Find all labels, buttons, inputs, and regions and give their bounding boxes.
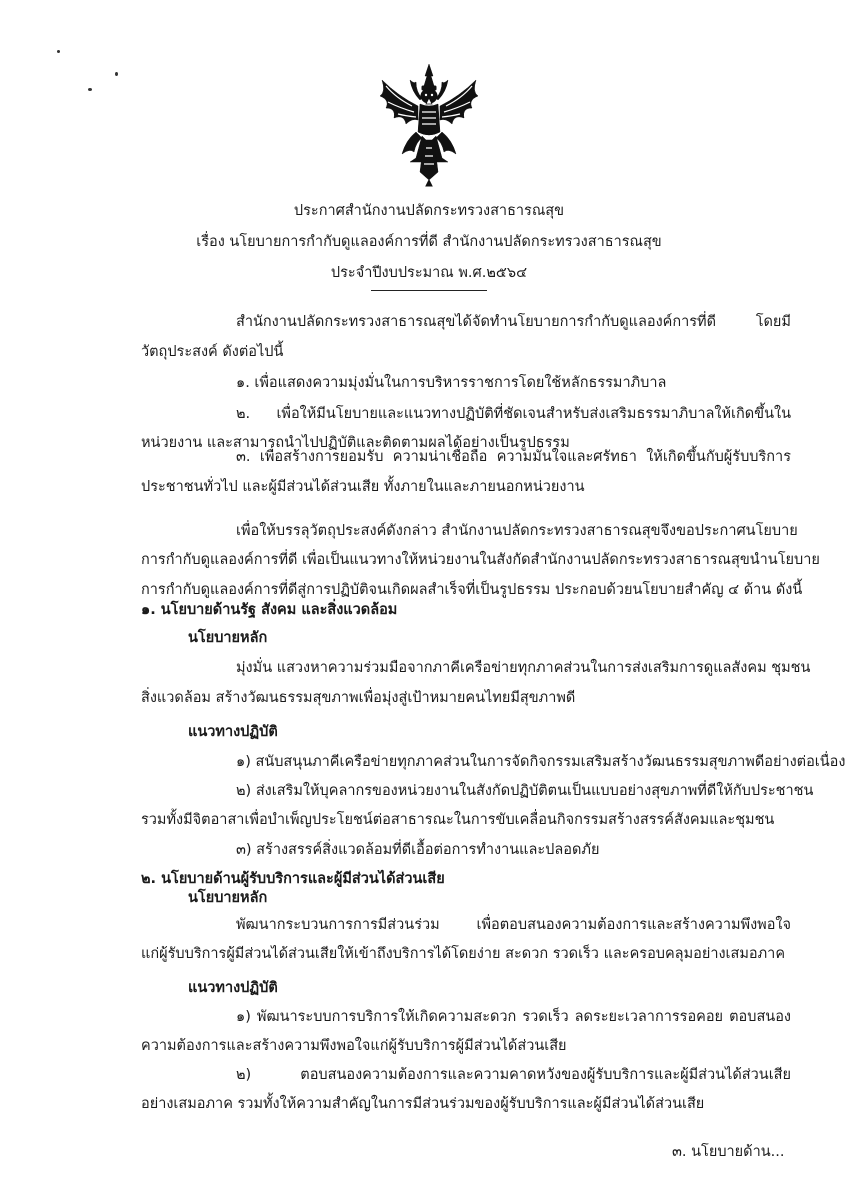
objective-3-line: ๓. เพื่อสร้างการยอมรับ ความน่าเชื่อถือ ความมั่นใจและศรัทธา ให้เกิดขึ้นกับผู้รับบริการ (236, 449, 791, 465)
objective-2-line: หน่วยงาน และสามารถนำไปปฏิบัติและติดตามผลได้อย่างเป็นรูปธรรม (141, 435, 570, 451)
section-2-main-policy-label: นโยบายหลัก (188, 890, 268, 906)
intro-paragraph-line: วัตถุประสงค์ ดังต่อไปนี้ (141, 344, 284, 360)
section-1-practice-1: ๑) สนับสนุนภาคีเครือข่ายทุกภาคส่วนในการจัดกิจกรรมเสริมสร้างวัฒนธรรมสุขภาพดีอย่างต่อเนื่อง (236, 754, 846, 770)
announcement-subject: เรื่อง นโยบายการกำกับดูแลองค์การที่ดี สำนักงานปลัดกระทรวงสาธารณสุข (196, 234, 662, 250)
intro-paragraph-line: สำนักงานปลัดกระทรวงสาธารณสุขได้จัดทำนโยบายการกำกับดูแลองค์การที่ดี โดยมี (236, 314, 791, 330)
section-1-practice-2-line: ๒) ส่งเสริมให้บุคลากรของหน่วยงานในสังกัดปฏิบัติตนเป็นแบบอย่างสุขภาพที่ดีให้กับประชาชน (236, 783, 814, 799)
scan-speck (115, 72, 118, 76)
objective-2-line: ๒. เพื่อให้มีนโยบายและแนวทางปฏิบัติที่ชัดเจนสำหรับส่งเสริมธรรมาภิบาลให้เกิดขึ้นใน (236, 406, 791, 422)
page-continuation-marker: ๓. นโยบายด้าน... (672, 1144, 785, 1160)
section-2-heading: ๒. นโยบายด้านผู้รับบริการและผู้มีส่วนได้ส่วนเสีย (141, 871, 445, 887)
title-divider (371, 290, 487, 291)
section-2-practice-2-line: อย่างเสมอภาค รวมทั้งให้ความสำคัญในการมีส่วนร่วมของผู้รับบริการและผู้มีส่วนได้ส่วนเสีย (141, 1096, 705, 1112)
section-2-practice-1-line: ๑) พัฒนาระบบการบริการให้เกิดความสะดวก รวดเร็ว ลดระยะเวลาการรอคอย ตอบสนอง (236, 1009, 791, 1025)
purpose-paragraph-line: การกำกับดูแลองค์การที่ดี เพื่อเป็นแนวทางให้หน่วยงานในสังกัดสำนักงานปลัดกระทรวงสาธารณสุขนำนโยบาย (141, 552, 820, 568)
objective-3-line: ประชาชนทั่วไป และผู้มีส่วนได้ส่วนเสีย ทั้งภายในและภายนอกหน่วยงาน (141, 479, 585, 495)
section-1-heading: ๑. นโยบายด้านรัฐ สังคม และสิ่งแวดล้อม (141, 602, 398, 618)
fiscal-year-line: ประจำปีงบประมาณ พ.ศ.๒๕๖๔ (330, 265, 528, 281)
scan-speck (57, 50, 60, 53)
section-2-practice-2-line: ๒) ตอบสนองความต้องการและความคาดหวังของผู้รับบริการและผู้มีส่วนได้ส่วนเสีย (236, 1067, 791, 1083)
section-1-practice-2-line: รวมทั้งมีจิตอาสาเพื่อบำเพ็ญประโยชน์ต่อสาธารณะในการขับเคลื่อนกิจกรรมสร้างสรรค์สังคมและชุมชน (141, 812, 775, 828)
section-1-main-policy-label: นโยบายหลัก (188, 630, 268, 646)
section-2-main-policy-line: พัฒนากระบวนการการมีส่วนร่วม เพื่อตอบสนองความต้องการและสร้างความพึงพอใจ (236, 917, 791, 933)
section-2-practice-label: แนวทางปฏิบัติ (188, 980, 278, 996)
scan-speck (88, 88, 92, 91)
section-1-main-policy-line: สิ่งแวดล้อม สร้างวัฒนธรรมสุขภาพเพื่อมุ่งสู่เป้าหมายคนไทยมีสุขภาพดี (141, 690, 576, 706)
section-1-practice-label: แนวทางปฏิบัติ (188, 724, 278, 740)
announcement-title: ประกาศสำนักงานปลัดกระทรวงสาธารณสุข (293, 203, 565, 219)
purpose-paragraph-line: เพื่อให้บรรลุวัตถุประสงค์ดังกล่าว สำนักงานปลัดกระทรวงสาธารณสุขจึงขอประกาศนโยบาย (236, 523, 798, 539)
purpose-paragraph-line: การกำกับดูแลองค์การที่ดีสู่การปฏิบัติจนเกิดผลสำเร็จที่เป็นรูปธรรม ประกอบด้วยนโยบายสำคัญ ๔ ด้าน ดังนี้ (141, 582, 803, 598)
section-2-main-policy-line: แก่ผู้รับบริการผู้มีส่วนได้ส่วนเสียให้เข้าถึงบริการได้โดยง่าย สะดวก รวดเร็ว และครอบคลุมอย่างเสมอภาค (141, 946, 786, 962)
section-2-practice-1-line: ความต้องการและสร้างความพึงพอใจแก่ผู้รับบริการผู้มีส่วนได้ส่วนเสีย (141, 1038, 567, 1054)
thai-garuda-emblem-icon (376, 62, 482, 187)
section-1-main-policy-line: มุ่งมั่น แสวงหาความร่วมมือจากภาคีเครือข่ายทุกภาคส่วนในการส่งเสริมการดูแลสังคม ชุมชน (236, 660, 811, 676)
objective-1: ๑. เพื่อแสดงความมุ่งมั่นในการบริหารราชการโดยใช้หลักธรรมาภิบาล (236, 375, 667, 391)
section-1-practice-3: ๓) สร้างสรรค์สิ่งแวดล้อมที่ดีเอื้อต่อการทำงานและปลอดภัย (236, 842, 600, 858)
